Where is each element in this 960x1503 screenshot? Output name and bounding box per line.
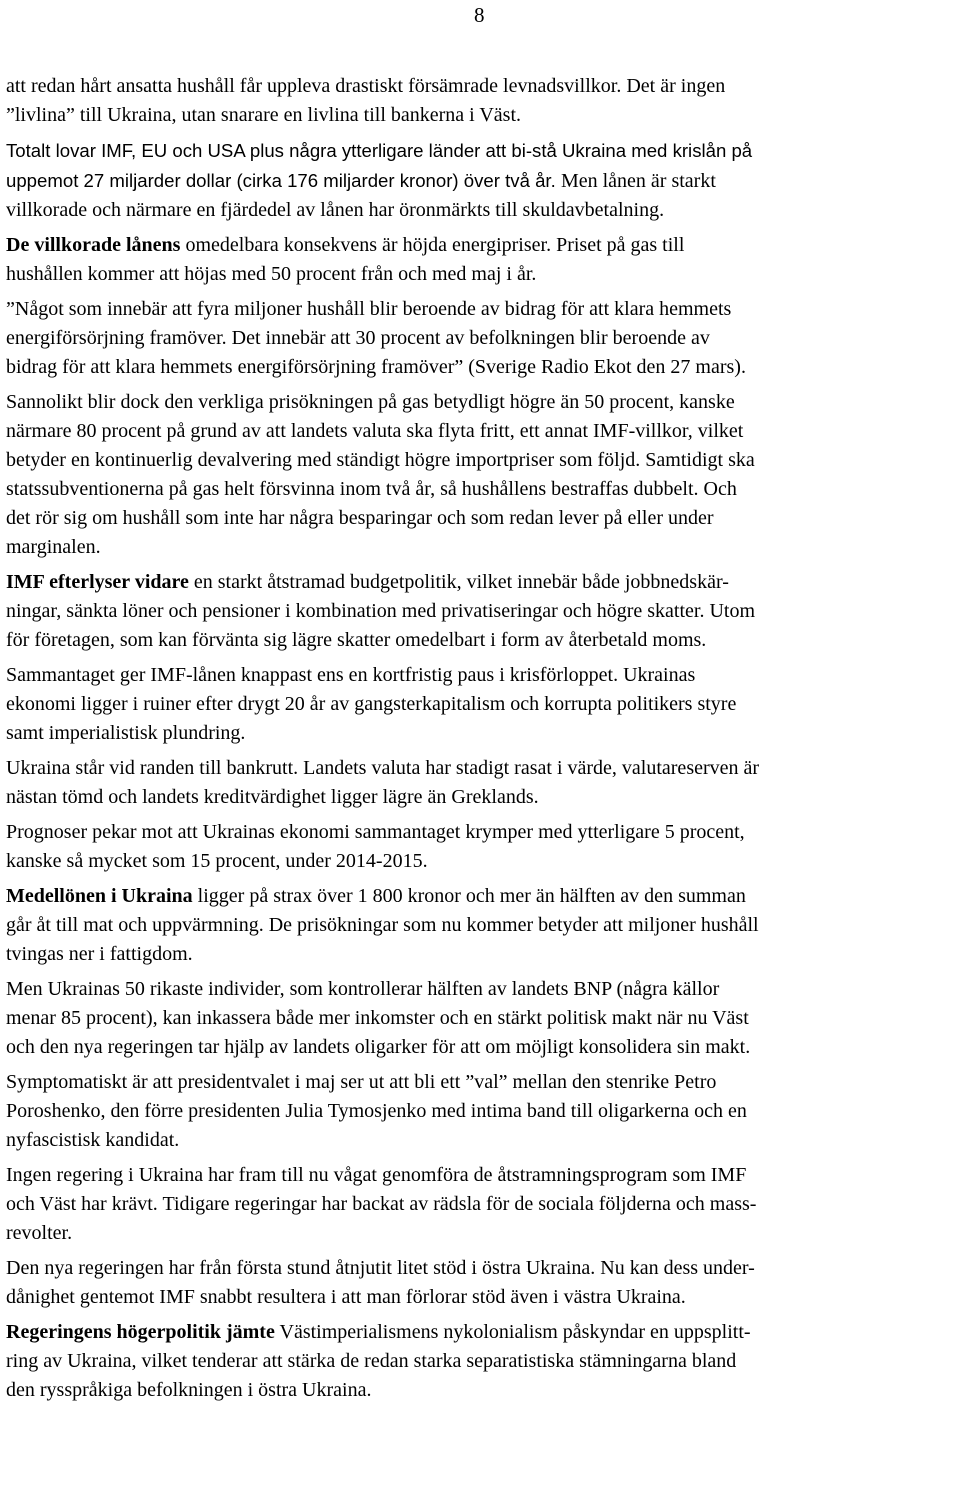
text-line: [6, 975, 952, 1004]
text-line: [6, 754, 952, 783]
text-line: [6, 196, 952, 225]
text-segment: och Väst har krävt. Tidigare regeringar har backat av rädsla för de sociala följderna och mass-: [6, 1193, 757, 1215]
text-line: [6, 231, 952, 260]
text-line: [6, 690, 952, 719]
paragraph: [6, 975, 952, 1062]
paragraph: [6, 818, 952, 876]
text-line: [6, 818, 952, 847]
text-line: [6, 101, 952, 130]
text-segment: bidrag för att klara hemmets energiförsörjning framöver” (Sverige Radio Ekot den 27 mars).: [6, 356, 746, 378]
text-line: [6, 626, 952, 655]
bold-lead-phrase: Regeringens högerpolitik jämte: [6, 1321, 275, 1343]
text-line: [6, 661, 952, 690]
text-line: [6, 783, 952, 812]
text-line: [6, 940, 952, 969]
text-segment: Den nya regeringen har från första stund åtnjutit litet stöd i östra Ukraina. Nu kan dess under-: [6, 1257, 755, 1279]
text-segment: marginalen.: [6, 536, 101, 558]
text-line: [6, 533, 952, 562]
text-line: [6, 1347, 952, 1376]
text-segment: den rysspråkiga befolkningen i östra Ukraina.: [6, 1379, 372, 1401]
text-line: [6, 568, 952, 597]
text-segment: Men lånen är starkt: [560, 170, 716, 192]
text-line: [6, 1219, 952, 1248]
text-segment: tvingas ner i fattigdom.: [6, 943, 193, 965]
text-line: [6, 1254, 952, 1283]
text-segment: och den nya regeringen tar hjälp av landets oligarker för att om möjligt konsolidera sin makt.: [6, 1036, 751, 1058]
paragraph: [6, 568, 952, 655]
paragraph: [6, 388, 952, 562]
text-segment: omedelbara konsekvens är höjda energipriser. Priset på gas till: [180, 234, 685, 256]
text-line: [6, 1318, 952, 1347]
text-line: [6, 504, 952, 533]
paragraph: [6, 754, 952, 812]
text-line: [6, 446, 952, 475]
text-line: [6, 1068, 952, 1097]
text-segment: Totalt lovar IMF, EU och USA plus några ytterligare länder att bi-stå Ukraina med krislån på: [6, 140, 753, 161]
text-line: [6, 1376, 952, 1405]
text-segment: Men Ukrainas 50 rikaste individer, som kontrollerar hälften av landets BNP (några källor: [6, 978, 720, 1000]
text-segment: Ukraina står vid randen till bankrutt. Landets valuta har stadigt rasat i värde, valutareserven är: [6, 757, 760, 779]
bold-lead-phrase: De villkorade lånens: [6, 234, 181, 256]
text-segment: ningar, sänkta löner och pensioner i kombination med privatiseringar och högre skatter. Utom: [6, 600, 756, 622]
text-segment: en starkt åtstramad budgetpolitik, vilket innebär både jobbnedskär-: [188, 571, 729, 593]
text-line: [6, 260, 952, 289]
paragraph: [6, 295, 952, 382]
paragraph: [6, 1254, 952, 1312]
text-line: [6, 597, 952, 626]
text-line: [6, 1283, 952, 1312]
paragraph: [6, 661, 952, 748]
text-line: [6, 1190, 952, 1219]
text-segment: Poroshenko, den förre presidenten Julia Tymosjenko med intima band till oligarkerna och en: [6, 1100, 747, 1122]
paragraph: [6, 1318, 952, 1405]
text-segment: Ingen regering i Ukraina har fram till nu vågat genomföra de åtstramningsprogram som IMF: [6, 1164, 747, 1186]
text-segment: energiförsörjning framöver. Det innebär att 30 procent av befolkningen blir beroende av: [6, 327, 710, 349]
text-line: [6, 719, 952, 748]
text-segment: att redan hårt ansatta hushåll får uppleva drastiskt försämrade levnadsvillkor. Det är ingen: [6, 75, 726, 97]
paragraph: [6, 72, 952, 130]
paragraph: [6, 1068, 952, 1155]
text-segment: Sannolikt blir dock den verkliga prisökningen på gas betydligt högre än 50 procent, kanske: [6, 391, 735, 413]
text-line: [6, 417, 952, 446]
text-segment: Symptomatiskt är att presidentvalet i maj ser ut att bli ett ”val” mellan den stenrike Petro: [6, 1071, 717, 1093]
text-line: [6, 136, 952, 166]
text-segment: uppemot 27 miljarder dollar (cirka 176 miljarder kronor) över två år.: [6, 170, 561, 191]
text-segment: samt imperialistisk plundring.: [6, 722, 246, 744]
text-segment: nästan tömd och landets kreditvärdighet ligger lägre än Greklands.: [6, 786, 539, 808]
paragraph: [6, 882, 952, 969]
text-segment: ekonomi ligger i ruiner efter drygt 20 år av gangsterkapitalism och korrupta politikers styre: [6, 693, 737, 715]
text-segment: går åt till mat och uppvärmning. De prisökningar som nu kommer betyder att miljoner hushåll: [6, 914, 759, 936]
text-line: [6, 1033, 952, 1062]
text-segment: för företagen, som kan förvänta sig lägre skatter omedelbart i form av återbetald moms.: [6, 629, 707, 651]
text-segment: Prognoser pekar mot att Ukrainas ekonomi sammantaget krymper med ytterligare 5 procent,: [6, 821, 745, 843]
bold-lead-phrase: Medellönen i Ukraina: [6, 885, 193, 907]
text-segment: betyder en kontinuerlig devalvering med ständigt högre importpriser som följd. Samtidigt ska: [6, 449, 755, 471]
text-segment: ligger på strax över 1 800 kronor och mer än hälften av den summan: [192, 885, 746, 907]
text-segment: Sammantaget ger IMF-lånen knappast ens en kortfristig paus i krisförloppet. Ukrainas: [6, 664, 696, 686]
text-line: [6, 324, 952, 353]
text-line: [6, 847, 952, 876]
text-segment: kanske så mycket som 15 procent, under 2014-2015.: [6, 850, 428, 872]
text-line: [6, 475, 952, 504]
text-segment: ”livlina” till Ukraina, utan snarare en livlina till bankerna i Väst.: [6, 104, 522, 126]
text-segment: det rör sig om hushåll som inte har några besparingar och som redan lever på eller under: [6, 507, 714, 529]
text-line: [6, 388, 952, 417]
text-line: [6, 1126, 952, 1155]
paragraph: [6, 231, 952, 289]
text-segment: Västimperialismens nykolonialism påskyndar en uppsplitt-: [274, 1321, 751, 1343]
text-line: [6, 72, 952, 101]
text-line: [6, 1097, 952, 1126]
document-body: [6, 72, 952, 1411]
text-segment: statssubventionerna på gas helt försvinna inom två år, så hushållens bestraffas dubbelt. Och: [6, 478, 737, 500]
paragraph: [6, 1161, 952, 1248]
text-line: [6, 1161, 952, 1190]
text-line: [6, 882, 952, 911]
bold-lead-phrase: IMF efterlyser vidare: [6, 571, 189, 593]
text-line: [6, 353, 952, 382]
text-segment: närmare 80 procent på grund av att landets valuta ska flyta fritt, ett annat IMF-villkor, vilket: [6, 420, 744, 442]
text-segment: menar 85 procent), kan inkassera både mer inkomster och en stärkt politisk makt när nu Väst: [6, 1007, 749, 1029]
text-line: [6, 1004, 952, 1033]
text-segment: dånighet gentemot IMF snabbt resultera i att man förlorar stöd även i västra Ukraina.: [6, 1286, 686, 1308]
text-segment: revolter.: [6, 1222, 73, 1244]
text-segment: nyfascistisk kandidat.: [6, 1129, 180, 1151]
paragraph: [6, 136, 952, 225]
text-line: [6, 295, 952, 324]
text-segment: ”Något som innebär att fyra miljoner hushåll blir beroende av bidrag för att klara hemmets: [6, 298, 732, 320]
text-segment: ring av Ukraina, vilket tenderar att stärka de redan starka separatistiska stämningarna bland: [6, 1350, 737, 1372]
text-segment: hushållen kommer att höjas med 50 procent från och med maj i år.: [6, 263, 537, 285]
text-segment: villkorade och närmare en fjärdedel av lånen har öronmärkts till skuldavbetalning.: [6, 199, 665, 221]
text-line: [6, 166, 952, 196]
page-number: 8: [474, 3, 485, 27]
text-line: [6, 911, 952, 940]
